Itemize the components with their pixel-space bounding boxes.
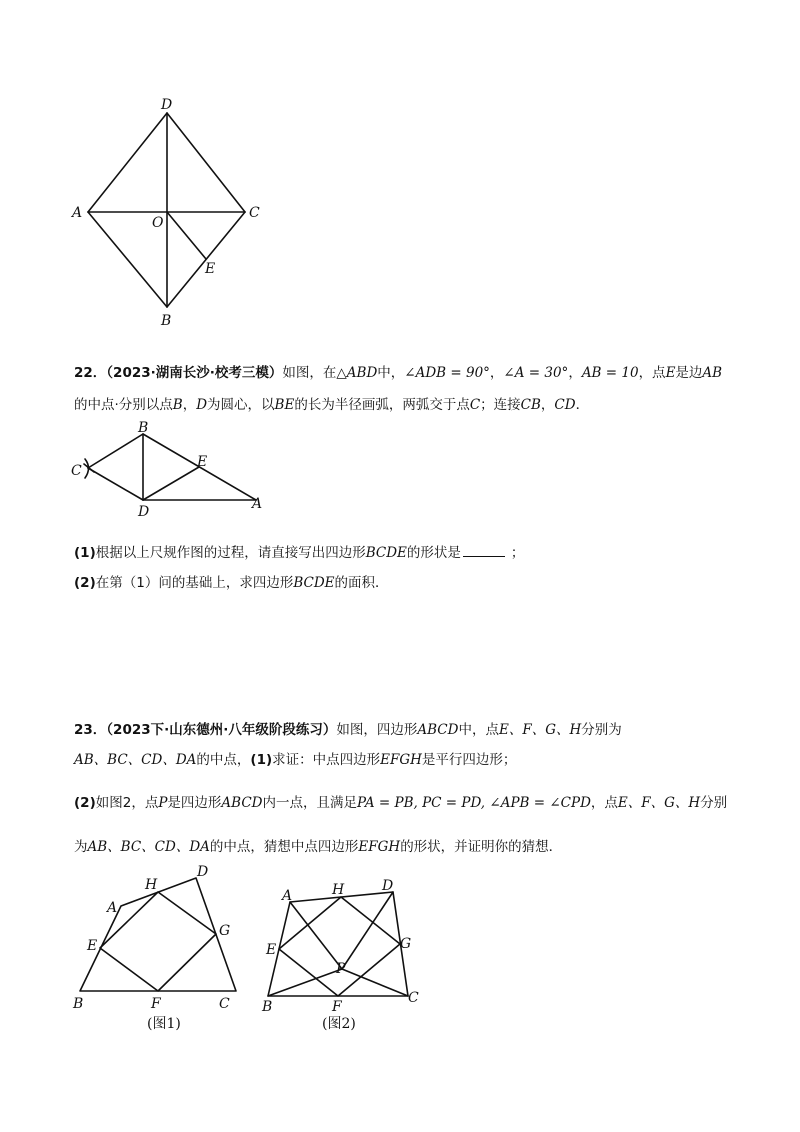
point-label-C: C [249, 205, 260, 221]
q23-fig1-caption: (图1) [147, 1016, 181, 1032]
q23-figure-1-lines [80, 878, 236, 991]
q23-math: ABCD [221, 795, 263, 811]
q23-fig2-point-D: D [382, 878, 394, 894]
q22-math: BCDE [293, 575, 335, 591]
q23-math: EFGH [380, 752, 422, 768]
point-label-D: D [161, 97, 173, 113]
q22-sub1-label: (1) [74, 545, 96, 561]
q22-math: BCDE [365, 545, 407, 561]
q23-fig1-point-G: G [219, 923, 231, 939]
q23-text: 的形状，并证明你的猜想． [400, 839, 563, 855]
q23-fig1-point-E: E [87, 938, 98, 954]
q23-math: E、F、G、H [617, 795, 701, 811]
q23-fig2-point-H: H [332, 882, 345, 898]
q23-math: AB、BC、CD、DA [74, 752, 197, 768]
q22-math: AB [702, 365, 723, 381]
answer-blank[interactable] [463, 544, 505, 557]
q23-text: 求证：中点四边形 [272, 752, 381, 768]
q23-fig2-point-P: P [336, 961, 346, 977]
q22-point-E: E [197, 454, 208, 470]
q23-text: 是平行四边形； [421, 752, 517, 768]
q23-fig2-point-G: G [400, 936, 412, 952]
q23-text: 分别为 [581, 722, 622, 738]
q22-text: 如图，在 [282, 365, 337, 381]
q22-line2 [74, 396, 589, 414]
q23-text: 的中点， [196, 752, 251, 768]
q23-text: 是四边形 [167, 795, 222, 811]
point-label-O: O [152, 215, 164, 231]
q22-text: 是边 [675, 365, 703, 381]
q23-fig2-point-C: C [408, 990, 419, 1006]
q23-fig2-caption: (图2) [322, 1016, 356, 1032]
q23-fig2-point-A: A [282, 888, 293, 904]
q22-text: 的面积． [334, 575, 389, 591]
q22-sub2 [74, 574, 389, 592]
q23-math: ABCD [417, 722, 459, 738]
q22-point-A: A [252, 496, 263, 512]
q22-text: ． [575, 397, 590, 413]
q22-math: BE [274, 397, 295, 413]
q22-condition: ∠ADB = 90° [404, 365, 490, 381]
q23-text: 的中点，猜想中点四边形 [209, 839, 359, 855]
rhombus-lines [88, 113, 245, 307]
q23-text: 为 [74, 839, 88, 855]
q23-line1 [74, 721, 622, 739]
q23-text: 内一点，且满足 [262, 795, 357, 811]
q23-figure-2-lines [268, 892, 408, 996]
q23-fig2-point-F: F [332, 999, 342, 1015]
rhombus-figure [60, 95, 280, 335]
q22-figure-lines [84, 434, 256, 500]
q23-math: P [158, 795, 168, 811]
q23-sub1-label: (1) [250, 752, 273, 768]
q23-text: 如图2，点 [95, 795, 159, 811]
q22-condition: ∠A = 30° [503, 365, 569, 381]
q23-source: （2023下·山东德州·八年级阶段练习） [106, 722, 337, 738]
q23-math: EFGH [358, 839, 401, 855]
q22-text: ， [182, 397, 197, 413]
q23-fig2-point-E: E [266, 942, 277, 958]
q22-text: ； [510, 545, 525, 561]
q23-condition: PA = PB, PC = PD, ∠APB = ∠CPD [357, 795, 591, 811]
q22-sub1 [74, 544, 524, 562]
q23-fig2-point-B: B [262, 999, 273, 1015]
q23-text: 中，点 [458, 722, 499, 738]
q22-point-D: D [138, 504, 150, 520]
point-label-E: E [205, 261, 216, 277]
q22-source: （2023·湖南长沙·校考三模） [106, 365, 283, 381]
q23-fig1-point-F: F [151, 996, 161, 1012]
q23-math: E、F、G、H [498, 722, 582, 738]
q22-math: B [172, 397, 183, 413]
q23-line3 [74, 794, 727, 812]
q22-text: 的形状是 [406, 545, 461, 561]
q22-math: CB [520, 397, 541, 413]
q23-sub2-label: (2) [74, 795, 96, 811]
q22-text: ；连接 [480, 397, 521, 413]
q23-fig1-point-H: H [145, 877, 158, 893]
point-label-B: B [161, 313, 172, 329]
q22-text: ， [489, 365, 504, 381]
q23-line4 [74, 838, 562, 856]
q23-text: 分别 [700, 795, 728, 811]
q23-fig1-point-C: C [219, 996, 230, 1012]
q22-point-C: C [71, 463, 82, 479]
q22-text: ， [568, 365, 582, 381]
q22-math: CD [554, 397, 576, 413]
q23-fig1-point-B: B [73, 996, 84, 1012]
q23-line2 [74, 751, 516, 769]
q22-text: 的中点·分别以点 [74, 397, 173, 413]
q22-text: 中， [377, 365, 405, 381]
q23-number: 23． [74, 722, 107, 738]
point-label-A: A [72, 205, 83, 221]
q22-text: ，点 [638, 365, 666, 381]
q22-text: 在第（1）问的基础上，求四边形 [95, 575, 294, 591]
q22-point-B: B [138, 420, 149, 436]
q23-math: AB、BC、CD、DA [87, 839, 210, 855]
q22-math: E [665, 365, 676, 381]
q23-figure-2 [258, 862, 438, 1042]
q22-text: ， [540, 397, 555, 413]
q22-math: C [469, 397, 481, 413]
q22-sub2-label: (2) [74, 575, 96, 591]
q22-figure [66, 420, 276, 520]
q22-line1 [74, 364, 722, 382]
q22-triangle: △ABD [336, 365, 378, 381]
q23-fig1-point-D: D [197, 864, 209, 880]
q23-figure-1 [65, 862, 265, 1042]
q22-text: 为圆心，以 [207, 397, 275, 413]
q22-math: D [196, 397, 208, 413]
q22-number: 22． [74, 365, 107, 381]
q23-text: ，点 [590, 795, 618, 811]
q23-text: 如图，四边形 [336, 722, 418, 738]
q23-fig1-point-A: A [107, 900, 118, 916]
q22-condition: AB = 10 [581, 365, 639, 381]
q22-text: 根据以上尺规作图的过程，请直接写出四边形 [95, 545, 366, 561]
q22-text: 的长为半径画弧，两弧交于点 [294, 397, 470, 413]
